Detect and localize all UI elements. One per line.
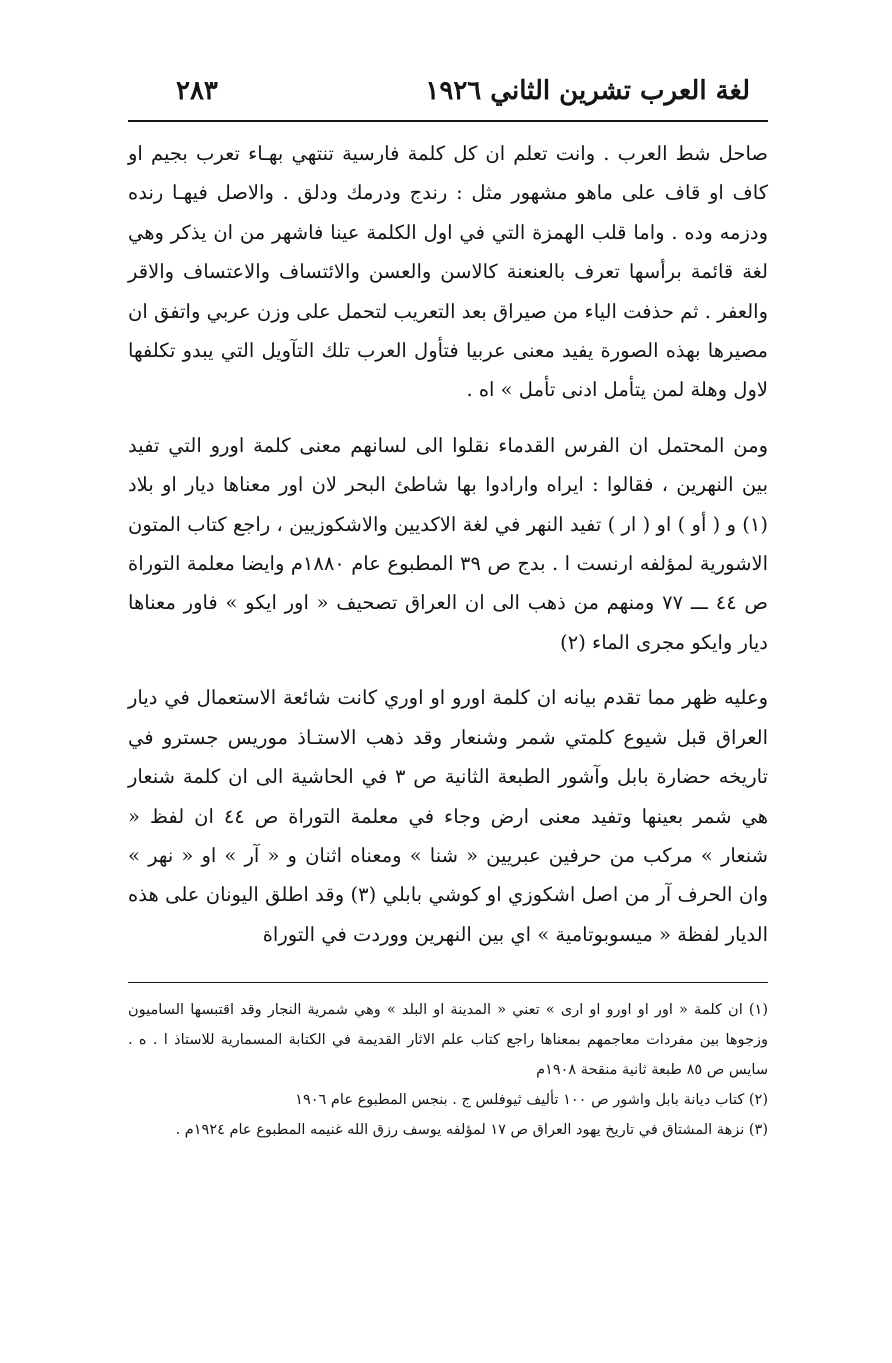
page-number: ٢٨٣ (176, 76, 218, 106)
footnote: (٣) نزهة المشتاق في تاريخ يهود العراق ص ١٧ لمؤلفه يوسف رزق الله غنيمه المطبوع عام ١٩٢٤م . (175, 1122, 768, 1139)
paragraph: ومن المحتمل ان الفرس القدماء نقلوا الى لسانهم معنى كلمة اورو التي تفيد بين النهرين ، فقالوا : ايراه وارادوا بها شاطئ البحر لان اور معناها ديار او بلاد (١) و ( أو ) او ( ار ) تفيد النهر في لغة الاكديين والاشكوزيين ، راجع كتاب المتون الاشورية لمؤلفه ارنست ا . بدج ص ٣٩ المطبوع عام ١٨٨٠م وايضا معلمة التوراة ص ٤٤ ـــ ٧٧ ومنهم من ذهب الى ان العراق تصحيف « اور ايكو » فاور معناها ديار وايكو مجرى الماء (٢) (128, 433, 768, 654)
footnote: (١) ان كلمة « اور او اورو او ارى » تعني « المدينة او البلد » وهي شمرية النجار وقد اقتبسها الساميون وزجوها بين مفردات معاجمهم بمعناها راجع كتاب علم الاثار القديمة في الكتابة المسمارية للاستاذ ا . ه . سايس ص ٨٥ طبعة ثانية منقحة ١٩٠٨م (128, 1002, 768, 1079)
footnote-divider (128, 982, 768, 983)
running-title: لغة العرب تشرين الثاني ١٩٢٦ (425, 76, 750, 106)
footnote: (٢) كتاب ديانة بابل واشور ص ١٠٠ تأليف ثيوفلس ج . بنجس المطبوع عام ١٩٠٦ (295, 1092, 768, 1109)
main-text (128, 134, 768, 954)
paragraph: وعليه ظهر مما تقدم بيانه ان كلمة اورو او اوري كانت شائعة الاستعمال في ديار العراق قبل شيوع كلمتي شمر وشنعار وقد ذهب الاستـاذ موريس جسترو في تاريخه حضارة بابل وآشور الطبعة الثانية ص ٣ في الحاشية الى ان كلمة شنعار هي شمر بعينها وتفيد معنى ارض وجاء في معلمة التوراة ص ٤٤ ان لفظ « شنعار » مركب من حرفين عبريين « شنا » ومعناه اثنان و « آر » او « نهر » وان الحرف آر من اصل اشكوزي او كوشي بابلي (٣) وقد اطلق اليونان على هذه الديار لفظة « ميسوبوتامية » اي بين النهرين ووردت في التوراة (128, 686, 768, 946)
book-page (128, 72, 768, 1352)
running-header (128, 72, 768, 122)
footnotes (128, 995, 768, 1145)
paragraph: صاحل شط العرب . وانت تعلم ان كل كلمة فارسية تنتهي بهـاء تعرب بجيم او كاف او قاف على ماهو مشهور مثل : رندج ودرمك ودلق . والاصل فيهـا رنده ودزمه وده . واما قلب الهمزة التي في اول الكلمة عينا فاشهر من ان يذكر وهي لغة قائمة برأسها تعرف بالعنعنة كالاسن والعسن والائتساف والاعتساف والاقر والعفر . ثم حذفت الياء من صيراق بعد التعريب لتحمل على وزن عربي واتفق ان مصيرها بهذه الصورة يفيد معنى عربيا فتأول العرب تلك التآويل التي يبدو تكلفها لاول وهلة لمن يتأمل ادنى تأمل » اه . (128, 142, 768, 402)
